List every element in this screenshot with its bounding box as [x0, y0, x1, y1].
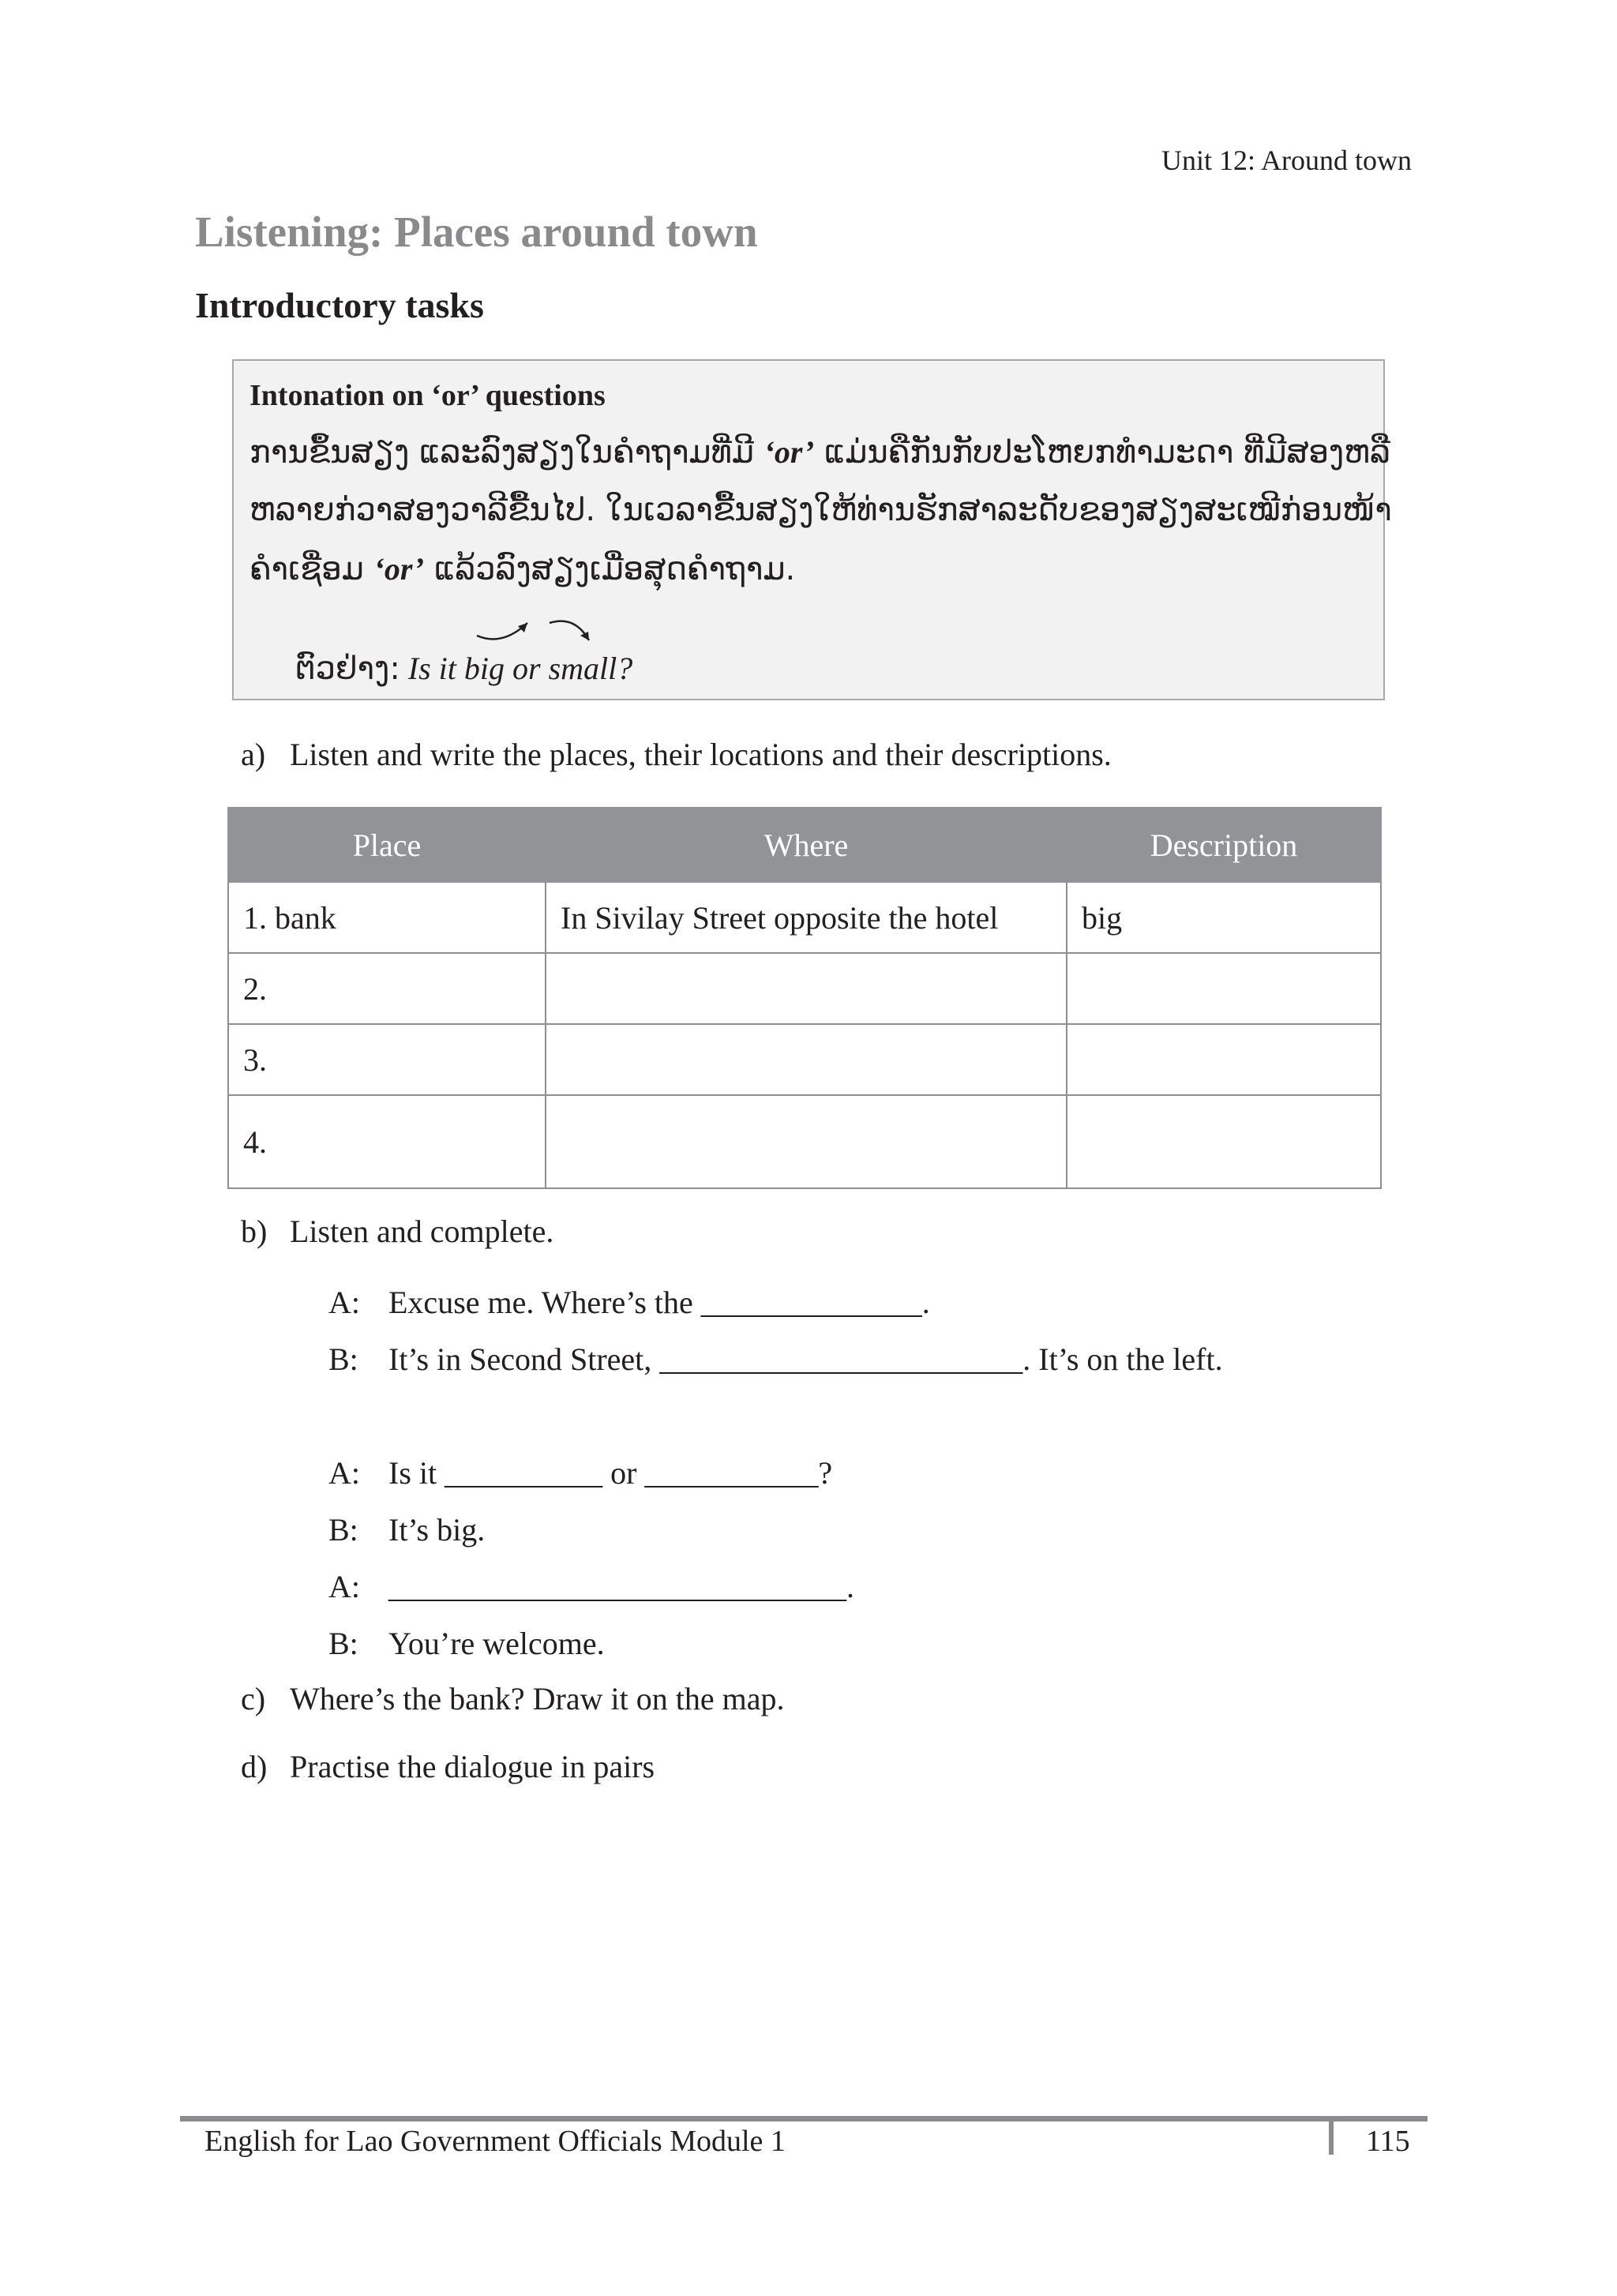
- places-table: [227, 807, 1382, 1189]
- task-c: c) Where’s the bank? Draw it on the map.: [241, 1681, 785, 1716]
- lao-explanation-line-2: ຫລາຍກ່ວາສອງວາລີຂື້ນໄປ. ໃນເວລາຂື້ນສຽງໃຫ້ທ່ານຮັກສາລະດັບຂອງສຽງສະເໝີກ່ອນໜ້າ: [249, 492, 1392, 528]
- description-cell[interactable]: [1067, 1024, 1381, 1095]
- example-text: Is it big or small?: [407, 651, 633, 686]
- header-where: Where: [546, 808, 1067, 882]
- description-cell[interactable]: [1067, 1095, 1381, 1188]
- table-row: [228, 1024, 1381, 1095]
- task-d: d) Practise the dialogue in pairs: [241, 1749, 655, 1784]
- section-title: Listening: Places around town: [195, 208, 758, 256]
- table-row: [228, 1095, 1381, 1188]
- task-a: a) Listen and write the places, their locations and their descriptions.: [241, 737, 1112, 772]
- where-cell[interactable]: [546, 1095, 1067, 1188]
- intonation-info-box: [232, 359, 1392, 700]
- dialogue-line: B: You’re welcome.: [328, 1626, 605, 1661]
- table-row: [228, 953, 1381, 1024]
- description-cell: big: [1067, 882, 1381, 953]
- task-b: b) Listen and complete.: [241, 1214, 554, 1249]
- dialogue-line: A: Is it __________ or ___________?: [328, 1455, 833, 1491]
- footer-title: English for Lao Government Officials Module 1: [204, 2125, 786, 2158]
- info-box-title: Intonation on ‘or’ questions: [249, 379, 606, 412]
- dialogue-line: A: Excuse me. Where’s the ______________.: [328, 1285, 930, 1320]
- where-cell[interactable]: [546, 953, 1067, 1024]
- unit-header: Unit 12: Around town: [1161, 144, 1412, 176]
- table-row: [228, 882, 1381, 953]
- where-cell: In Sivilay Street opposite the hotel: [546, 882, 1067, 953]
- lao-explanation-line-3: ຄຳເຊື່ອມ ‘or’ ແລ້ວລົງສຽງເມື່ອສຸດຄຳຖາມ.: [249, 551, 796, 587]
- example-label: ຕົວຢ່າງ:: [295, 651, 400, 687]
- subsection-title: Introductory tasks: [195, 285, 484, 325]
- intonation-arrows-icon: [471, 606, 597, 653]
- dialogue-line: A: _____________________________.: [328, 1569, 854, 1604]
- header-place: Place: [228, 808, 546, 882]
- table-header-row: [228, 808, 1381, 882]
- footer-rule: [180, 2116, 1428, 2122]
- dialogue-line: B: It’s big.: [328, 1512, 486, 1548]
- footer-divider: [1329, 2122, 1334, 2155]
- header-description: Description: [1067, 808, 1381, 882]
- example-line: [295, 650, 632, 687]
- or-keyword: ‘or’: [373, 551, 425, 587]
- place-cell: 2.: [228, 953, 546, 1024]
- where-cell[interactable]: [546, 1024, 1067, 1095]
- or-keyword: ‘or’: [763, 434, 815, 470]
- page-number: 115: [1366, 2125, 1410, 2158]
- place-cell: 3.: [228, 1024, 546, 1095]
- lao-explanation-line-1: ການຂຶ້ນສຽງ ແລະລົງສຽງໃນຄຳຖາມທີ່ມີ ‘or’ ແມ່ນຄືກັນກັບປະໂຫຍກທຳມະດາ ທີ່ມີສອງຫລື: [249, 434, 1390, 471]
- dialogue-line: B: It’s in Second Street, _______________________. It’s on the left.: [328, 1341, 1223, 1377]
- place-cell: 4.: [228, 1095, 546, 1188]
- place-cell: 1. bank: [228, 882, 546, 953]
- description-cell[interactable]: [1067, 953, 1381, 1024]
